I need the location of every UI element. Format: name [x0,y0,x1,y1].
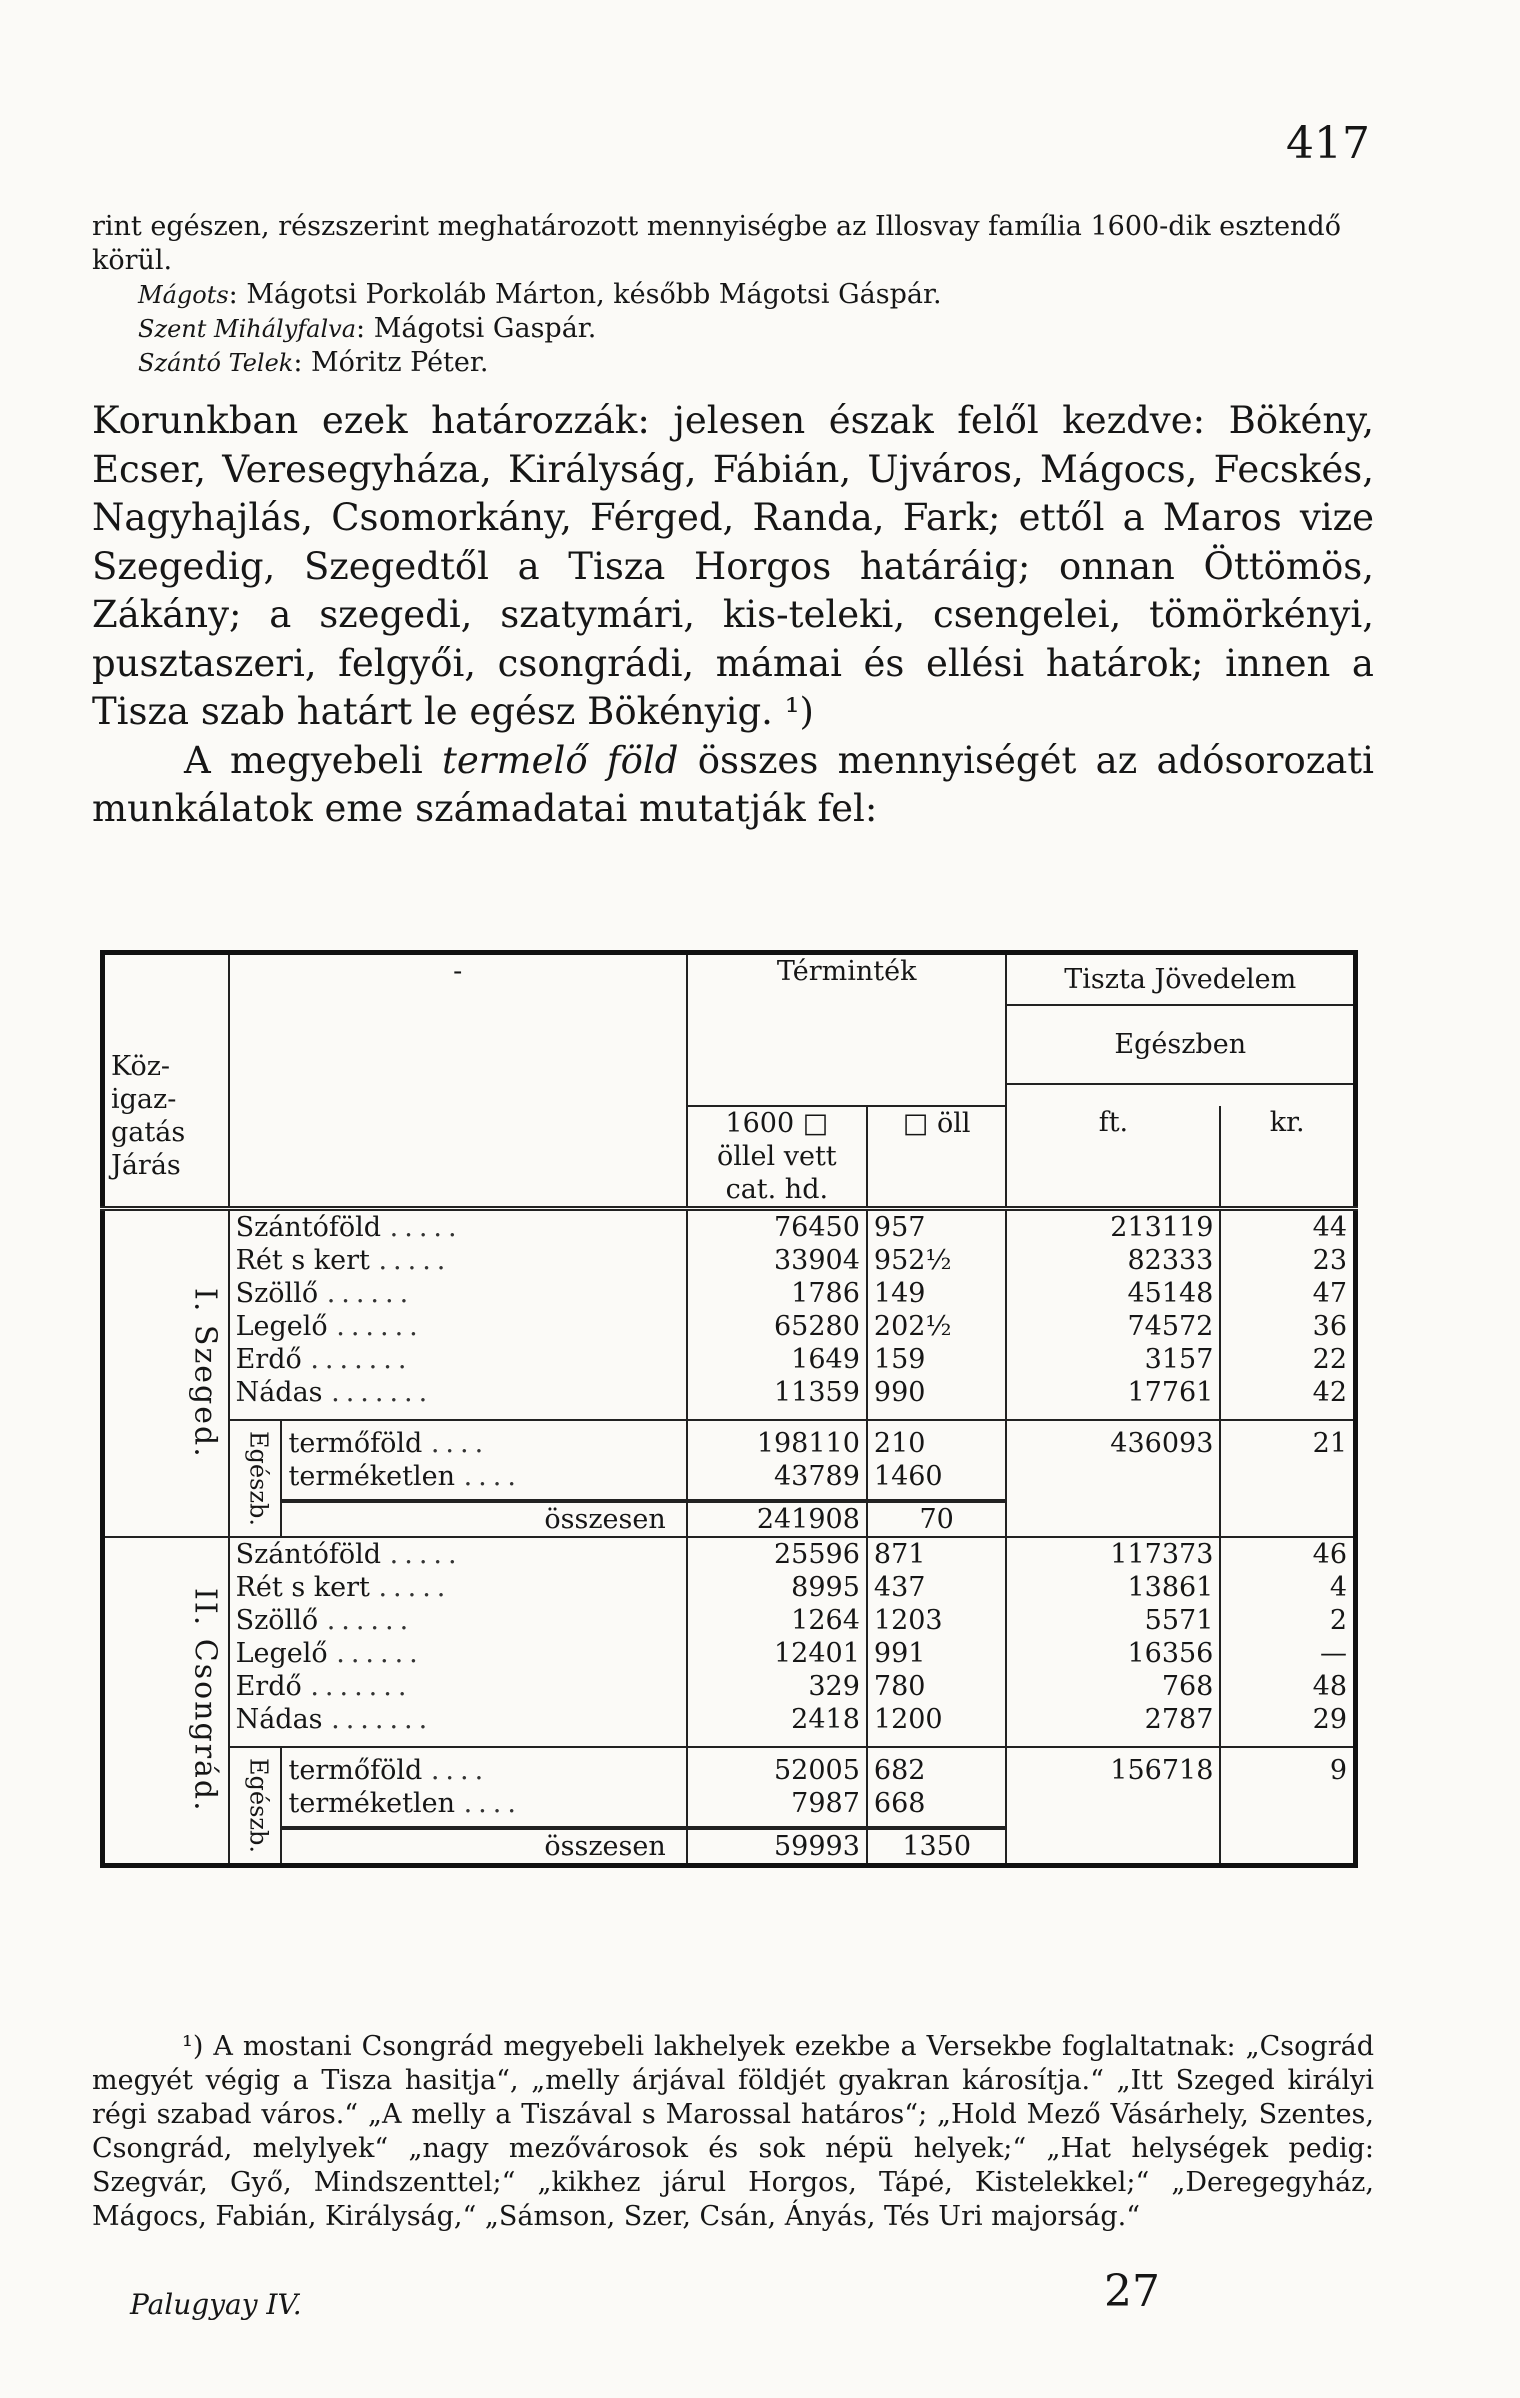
cell-ol: 1200 [867,1703,1007,1747]
table-row [103,1637,1356,1670]
row-label: Szántóföld [235,1212,382,1243]
cell-ft: 117373 [1006,1537,1220,1571]
table-row [103,1343,1356,1376]
cell-ft: 2787 [1006,1703,1220,1747]
cell-ft: 74572 [1006,1310,1220,1343]
row-dots: ...... [336,1638,424,1669]
row-label: Erdő [235,1344,302,1375]
cell-kr: 22 [1220,1343,1355,1376]
cell-kr: 9 [1220,1747,1355,1866]
cell-kr: 48 [1220,1670,1355,1703]
cell-ch: 12401 [687,1637,867,1670]
egeszb-label: Egészb. [229,1747,282,1866]
cell-kr: 42 [1220,1376,1355,1420]
row-dots: ....... [331,1704,434,1735]
cell-ft: 17761 [1006,1376,1220,1420]
cell-ol: 437 [867,1571,1007,1604]
row-dots: ..... [389,1539,463,1570]
cell-ol: 210 [867,1420,1007,1460]
header-ft: ft. [1006,1106,1220,1209]
cell-ft: 5571 [1006,1604,1220,1637]
cell-ch: 52005 [687,1747,867,1787]
cell-ft: 3157 [1006,1343,1220,1376]
cell-ol: 159 [867,1343,1007,1376]
row-dots: ..... [378,1245,452,1276]
row-dots: ....... [310,1344,413,1375]
cell-ch: 33904 [687,1244,867,1277]
row-dots: ..... [389,1212,463,1243]
row-label: Nádas [235,1377,323,1408]
cell-kr: 29 [1220,1703,1355,1747]
cell-ft: 436093 [1006,1420,1220,1537]
row-label: termőföld [288,1428,423,1459]
cell-kr: 2 [1220,1604,1355,1637]
header-ol: □ öll [867,1106,1007,1209]
intro-block [92,210,1372,380]
intro-entry-3 [92,346,1372,380]
table-row [103,1537,1356,1571]
header-dash: - [229,953,687,1209]
intro-entry-text: : Mágotsi Porkoláb Márton, később Mágotsi Gáspár. [228,279,942,310]
header-1600: 1600 □ öllel vett cat. hd. [687,1106,867,1209]
row-dots: ....... [331,1377,434,1408]
table-row [103,1244,1356,1277]
cell-ol: 780 [867,1670,1007,1703]
cell-ol: 682 [867,1747,1007,1787]
paragraph-2-emphasis: termelő föld [442,738,679,782]
row-label: Rét s kert [235,1572,370,1603]
district-name: II. Csongrád. [103,1537,229,1866]
sheet-number: 27 [1104,2266,1160,2317]
cell-ch: 329 [687,1670,867,1703]
egeszb-label: Egészb. [229,1420,282,1537]
cell-kr: 21 [1220,1420,1355,1537]
paragraph-2-a: A megyebeli [184,738,443,782]
row-dots: ..... [378,1572,452,1603]
cell-ft: 16356 [1006,1637,1220,1670]
row-label: Rét s kert [235,1245,370,1276]
row-label: Erdő [235,1671,302,1702]
page-footer [130,2266,1160,2321]
cell-ch: 241908 [687,1501,867,1537]
cell-ft: 45148 [1006,1277,1220,1310]
cell-kr: 23 [1220,1244,1355,1277]
cell-ch: 43789 [687,1460,867,1501]
cell-kr: 44 [1220,1209,1355,1245]
header-egeszben: Egészben [1007,1006,1353,1085]
cell-ft: 82333 [1006,1244,1220,1277]
cell-ch: 8995 [687,1571,867,1604]
table-row [103,1376,1356,1420]
intro-entry-label: Mágots [138,281,229,309]
cell-ch: 1649 [687,1343,867,1376]
district-name: I. Szeged. [103,1209,229,1538]
intro-entry-label: Szent Mihályfalva [138,315,357,343]
cell-ch: 198110 [687,1420,867,1460]
table-row [103,1277,1356,1310]
row-dots: .... [463,1788,522,1819]
row-label: összesen [281,1501,686,1537]
cell-ch: 65280 [687,1310,867,1343]
header-kr: kr. [1220,1106,1355,1209]
table-row [103,1571,1356,1604]
row-dots: .... [430,1755,490,1786]
cell-ol: 1460 [867,1460,1007,1501]
cell-ch: 76450 [687,1209,867,1245]
table-row [103,1604,1356,1637]
page-number: 417 [1286,118,1370,169]
cell-ol: 1203 [867,1604,1007,1637]
cell-ol: 70 [867,1501,1007,1537]
cell-ol: 1350 [867,1828,1007,1866]
cell-ch: 59993 [687,1828,867,1866]
row-label: Szöllő [235,1278,319,1309]
signature-mark: Palugyay IV. [130,2288,302,2321]
cell-kr: 36 [1220,1310,1355,1343]
cell-ch: 11359 [687,1376,867,1420]
table-row [103,1670,1356,1703]
table-row [103,1209,1356,1245]
row-label: Legelő [235,1638,328,1669]
paragraph-2 [92,737,1374,834]
intro-entry-text: : Móritz Péter. [293,347,489,378]
land-statistics-table [100,950,1358,1868]
cell-ch: 1786 [687,1277,867,1310]
cell-ft: 156718 [1006,1747,1220,1866]
row-dots: .... [463,1461,522,1492]
row-label: összesen [281,1828,686,1866]
cell-ch: 7987 [687,1787,867,1828]
table-row [103,1747,1356,1787]
cell-ch: 1264 [687,1604,867,1637]
footnote-text: ¹) A mostani Csongrád megyebeli lakhelyek ezekbe a Versekbe foglaltatnak: „Csográd megyét végig a Tisza hasitja“, „melly árjával földjét gyakran károsítja.“ „Itt Szeged királyi régi szabad város.“ „A melly a Tiszával s Marossal határos“; „Hold Mező Vásárhely, Szentes, Csongrád, melylyek“ „nagy mezővárosok és sok népü helyek;“ „Hat helységek pedig: Szegvár, Győ, Mindszenttel;“ „kikhez járul Horgos, Tápé, Kistelekkel;“ „Deregegyház, Mágocs, Fabián, Királyság,“ „Sámson, Szer, Csán, Ányás, Tés Uri majorság.“ [92,2031,1374,2232]
intro-entry-1 [92,278,1372,312]
row-label: terméketlen [288,1461,455,1492]
cell-kr: 4 [1220,1571,1355,1604]
cell-ch: 2418 [687,1703,867,1747]
cell-ol: 990 [867,1376,1007,1420]
cell-ft: 213119 [1006,1209,1220,1245]
intro-entry-2 [92,312,1372,346]
cell-ol: 202½ [867,1310,1007,1343]
main-text [92,397,1374,834]
cell-ol: 957 [867,1209,1007,1245]
row-dots: .... [430,1428,490,1459]
header-tiszta-jovedelem [1006,953,1355,1107]
paragraph-2-b: összes mennyiségét az adósorozati munkálatok eme számadatai mutatják fel: [92,738,1374,830]
row-label: Szántóföld [235,1539,382,1570]
cell-ft: 13861 [1006,1571,1220,1604]
cell-ol: 991 [867,1637,1007,1670]
table-row [103,1703,1356,1747]
cell-kr: 47 [1220,1277,1355,1310]
cell-ol: 952½ [867,1244,1007,1277]
row-label: Szöllő [235,1605,319,1636]
intro-entry-text: : Mágotsi Gaspár. [356,313,597,344]
paragraph-1: Korunkban ezek határozzák: jelesen észak felől kezdve: Bökény, Ecser, Veresegyháza, Királyság, Fábián, Ujváros, Mágocs, Fecskés, Nagyhajlás, Csomorkány, Férged, Randa, Fark; ettől a Maros vize Szegedig, Szegedtől a Tisza Horgos határáig; onnan Öttömös, Zákány; a szegedi, szatymári, kis-teleki, csengelei, tömörkényi, pusztaszeri, felgyői, csongrádi, mámai és ellési határok; innen a Tisza szab határt le egész Bökényig. ¹) [92,399,1374,733]
intro-entry-label: Szántó Telek [138,349,294,377]
header-termertek: Términték [687,953,1007,1107]
header-tiszta: Tiszta Jövedelem [1007,955,1353,1006]
table-row [103,1420,1356,1460]
row-dots: ...... [326,1278,415,1309]
table-row [103,1310,1356,1343]
row-dots: ...... [326,1605,415,1636]
row-label: Legelő [235,1311,328,1342]
cell-kr: 46 [1220,1537,1355,1571]
row-dots: ....... [310,1671,413,1702]
cell-ol: 668 [867,1787,1007,1828]
row-label: termőföld [288,1755,423,1786]
row-label: terméketlen [288,1788,455,1819]
header-kozigazgatas: Köz-igaz-gatás Járás [103,953,229,1209]
cell-kr: — [1220,1637,1355,1670]
cell-ch: 25596 [687,1537,867,1571]
row-dots: ...... [336,1311,424,1342]
footnote [92,2030,1374,2234]
cell-ft: 768 [1006,1670,1220,1703]
row-label: Nádas [235,1704,323,1735]
cell-ol: 149 [867,1277,1007,1310]
cell-ol: 871 [867,1537,1007,1571]
intro-line: rint egészen, részszerint meghatározott mennyiségbe az Illosvay família 1600-dik esztendő körül. [92,211,1341,276]
